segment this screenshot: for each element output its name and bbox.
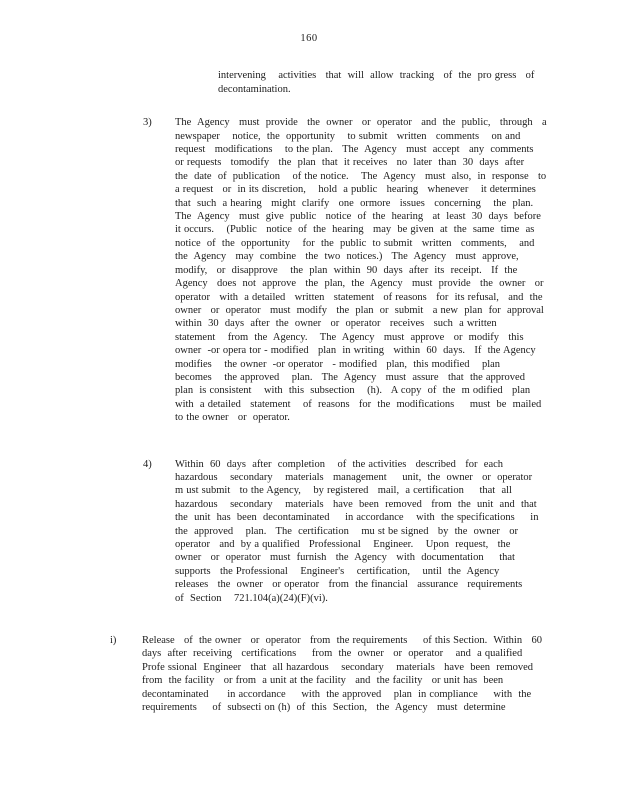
text-line: or requests tomodify the plan that it receives no later than 30 days after [175, 157, 525, 169]
text-line: supports the Professional Engineer's certification, until the Agency [175, 565, 500, 577]
text-line: owner -or opera tor - modified plan in writing within 60 days. If the Agency [175, 345, 536, 357]
text-line: decontamination. [218, 83, 291, 95]
paragraph-3-body [175, 116, 547, 424]
text-line: to the owner or operator. [175, 412, 290, 424]
text-line: a request or in its discretion, hold a public hearing whenever it determines [175, 184, 536, 196]
text-line: request modifications to the plan. The Agency must accept any comments [175, 144, 534, 156]
page-number: 160 [300, 33, 318, 44]
text-line: requirements of subsecti on (h) of this Section, the Agency must determine [142, 702, 506, 714]
text-line: newspaper notice, the opportunity to submit written comments on and [175, 130, 521, 142]
paragraph-i-body [142, 634, 542, 714]
paragraph-3-label: 3) [143, 117, 152, 129]
paragraph-4 [0, 458, 618, 605]
text-line: the Agency may combine the two notices.) The Agency must approve, [175, 251, 519, 263]
text-line: statement from the Agency. The Agency must approve or modify this [175, 331, 524, 343]
text-line: decontaminated in accordance with the approved plan in compliance with the [142, 688, 532, 700]
text-line: Agency does not approve the plan, the Agency must provide the owner or [175, 278, 544, 290]
text-line: Release of the owner or operator from the requirements of this Section. Within 60 [142, 635, 542, 647]
text-line: from the facility or from a unit at the facility and the facility or unit has been [142, 675, 504, 687]
text-line: within 30 days after the owner or operator receives such a written [175, 318, 497, 330]
text-line: with a detailed statement of reasons for the modifications must be mailed [175, 398, 542, 410]
text-line: hazardous secondary materials have been removed from the unit and that [175, 498, 537, 510]
text-line: owner or operator must modify the plan or submit a new plan for approval [175, 304, 544, 316]
paragraph-i-label: i) [110, 635, 117, 647]
paragraph-4-label: 4) [143, 458, 152, 470]
text-line: hazardous secondary materials management unit, the owner or operator [175, 471, 533, 483]
text-line: m ust submit to the Agency, by registered mail, a certification that all [175, 485, 512, 497]
text-line: days after receiving certifications from the owner or operator and a qualified [142, 648, 523, 660]
text-line: plan is consistent with this subsection (h). A copy of the m odified plan [175, 385, 531, 397]
text-line: the unit has been decontaminated in accordance with the specifications in [175, 512, 539, 524]
paragraph-4-body [175, 458, 538, 605]
text-line: that such a hearing might clarify one ormore issues concerning the plan. [175, 197, 534, 209]
text-line: operator with a detailed written statement of reasons for its refusal, and the [175, 291, 543, 303]
text-line: owner or operator must furnish the Agency with documentation that [175, 552, 515, 564]
text-line: Profe ssional Engineer that all hazardous secondary materials have been removed [142, 661, 534, 673]
text-line: The Agency must give public notice of the hearing at least 30 days before [175, 211, 541, 223]
text-line: releases the owner or operator from the financial assurance requirements [175, 579, 523, 591]
continuation-paragraph [218, 69, 618, 96]
text-line: modifies the owner -or operator - modified plan, this modified plan [175, 358, 501, 370]
paragraph-i [0, 634, 618, 714]
text-line: Within 60 days after completion of the activities described for each [175, 458, 504, 470]
text-line: modify, or disapprove the plan within 90 days after its receipt. If the [175, 264, 518, 276]
text-line: of Section 721.104(a)(24)(F)(vi). [175, 592, 328, 604]
text-line: notice of the opportunity for the public to submit written comments, and [175, 237, 535, 249]
text-line: becomes the approved plan. The Agency must assure that the approved [175, 371, 525, 383]
text-line: intervening activities that will allow tracking of the pro gress of [218, 70, 535, 82]
paragraph-3 [0, 116, 618, 424]
text-line: operator and by a qualified Professional Engineer. Upon request, the [175, 539, 511, 550]
text-line: the approved plan. The certification mu st be signed by the owner or [175, 525, 519, 537]
text-line: The Agency must provide the owner or operator and the public, through a [175, 117, 547, 129]
text-line: it occurs. (Public notice of the hearing may be given at the same time as [175, 224, 535, 236]
text-line: the date of publication of the notice. The Agency must also, in response to [175, 170, 547, 182]
